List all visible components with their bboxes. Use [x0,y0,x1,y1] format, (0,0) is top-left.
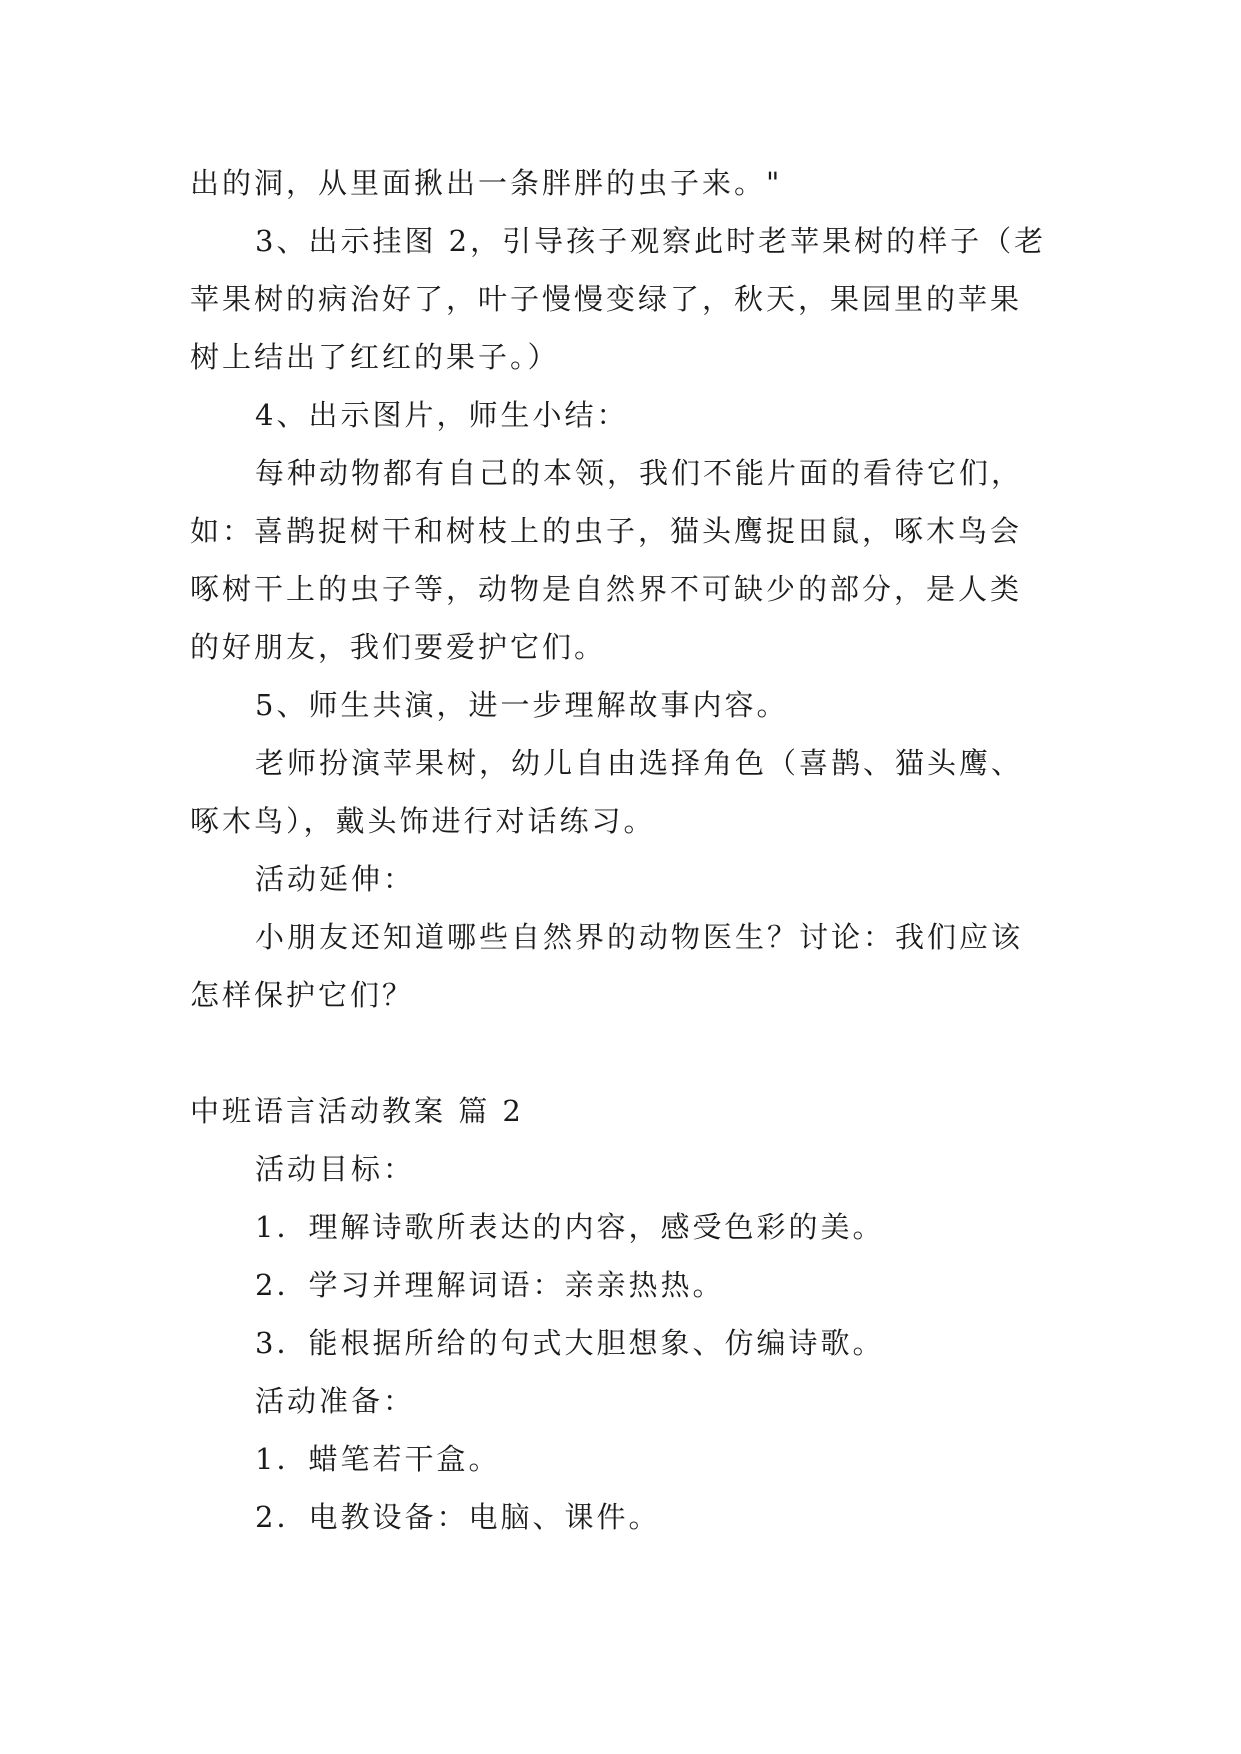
section-heading: 中班语言活动教案 篇 2 [190,1094,524,1128]
text-line: 3、出示挂图 2，引导孩子观察此时老苹果树的样子（老 [255,224,1047,258]
text-line: 活动准备： [255,1384,416,1418]
text-line: 活动目标： [255,1152,416,1186]
text-line: 小朋友还知道哪些自然界的动物医生？讨论：我们应该 [255,920,1024,954]
text-line: 1．理解诗歌所表达的内容，感受色彩的美。 [255,1210,885,1244]
text-line: 5、师生共演，进一步理解故事内容。 [255,688,789,722]
text-line: 1．蜡笔若干盒。 [255,1442,501,1476]
text-line: 的好朋友，我们要爱护它们。 [190,630,607,664]
text-line: 每种动物都有自己的本领，我们不能片面的看待它们， [255,456,1024,490]
text-line: 啄木鸟），戴头饰进行对话练习。 [190,804,656,838]
text-line: 树上结出了红红的果子。） [190,340,560,374]
text-line: 2．电教设备：电脑、课件。 [255,1500,661,1534]
text-line: 怎样保护它们？ [190,978,415,1012]
text-line: 老师扮演苹果树，幼儿自由选择角色（喜鹊、猫头鹰、 [255,746,1024,780]
text-line: 4、出示图片，师生小结： [255,398,629,432]
text-line: 3．能根据所给的句式大胆想象、仿编诗歌。 [255,1326,885,1360]
text-line: 啄树干上的虫子等，动物是自然界不可缺少的部分，是人类 [190,572,1023,606]
text-line: 苹果树的病治好了，叶子慢慢变绿了，秋天，果园里的苹果 [190,282,1023,316]
text-line: 2．学习并理解词语：亲亲热热。 [255,1268,725,1302]
text-line: 活动延伸： [255,862,416,896]
text-line: 如：喜鹊捉树干和树枝上的虫子，猫头鹰捉田鼠，啄木鸟会 [190,514,1023,548]
text-line: 出的洞，从里面揪出一条胖胖的虫子来。" [190,166,783,200]
